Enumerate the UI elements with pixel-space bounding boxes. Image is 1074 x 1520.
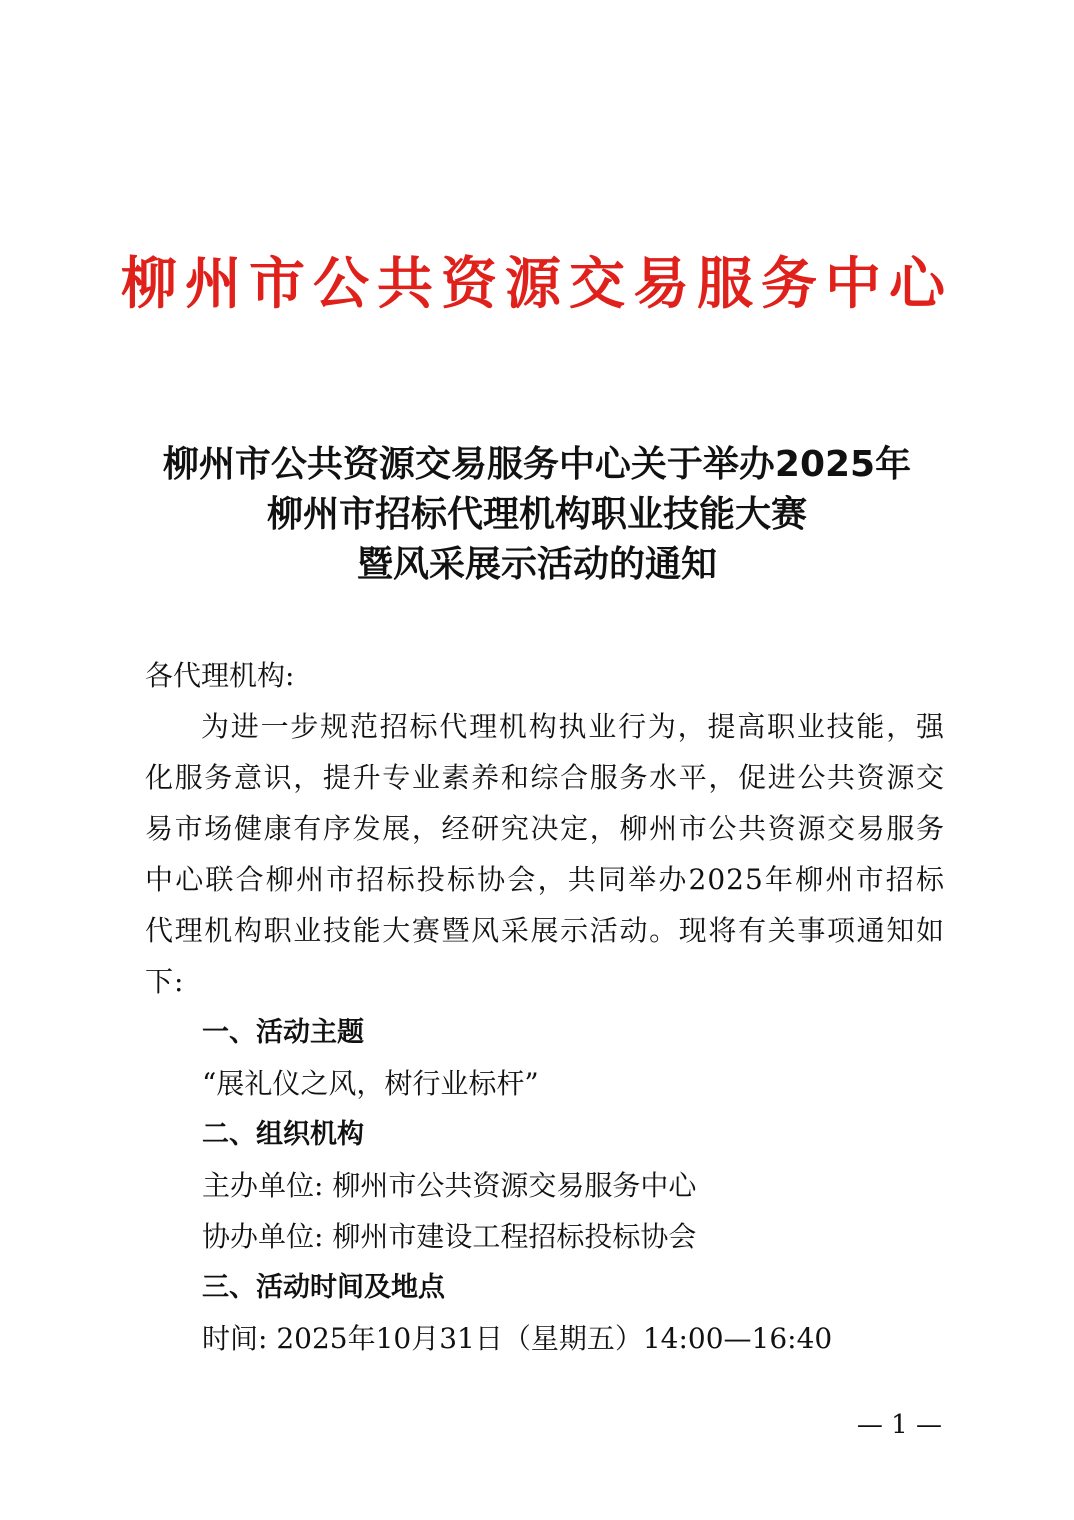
document-body (145, 650, 945, 1364)
section-heading-organizers: 二、组织机构 (202, 1119, 364, 1150)
theme-text: “展礼仪之风，树行业标杆” (202, 1067, 539, 1100)
document-title-line-1: 柳州市公共资源交易服务中心关于举办2025年 (162, 444, 912, 485)
event-time: 时间: 2025年10月31日（星期五）14:00—16:40 (202, 1322, 833, 1355)
document-title-line-3: 暨风采展示活动的通知 (356, 544, 717, 585)
document-title (0, 440, 1074, 590)
intro-paragraph: 为进一步规范招标代理机构执业行为，提高职业技能，强化服务意识，提升专业素养和综合服务水平，促进公共资源交易市场健康有序发展，经研究决定，柳州市公共资源交易服务中心联合柳州市招标投标协会，共同举办2025年柳州市招标代理机构职业技能大赛暨风采展示活动。现将有关事项通知如下: (145, 710, 945, 998)
page-number: — 1 — (856, 1410, 942, 1440)
salutation: 各代理机构: (145, 659, 295, 692)
co-host-organization: 协办单位: 柳州市建设工程招标投标协会 (202, 1220, 697, 1253)
masthead-org-name: 柳州市公共资源交易服务中心 (121, 252, 953, 317)
section-heading-theme: 一、活动主题 (202, 1017, 364, 1048)
host-organization: 主办单位: 柳州市公共资源交易服务中心 (202, 1169, 697, 1202)
section-heading-time-place: 三、活动时间及地点 (202, 1272, 445, 1303)
document-title-line-2: 柳州市招标代理机构职业技能大赛 (266, 494, 807, 535)
